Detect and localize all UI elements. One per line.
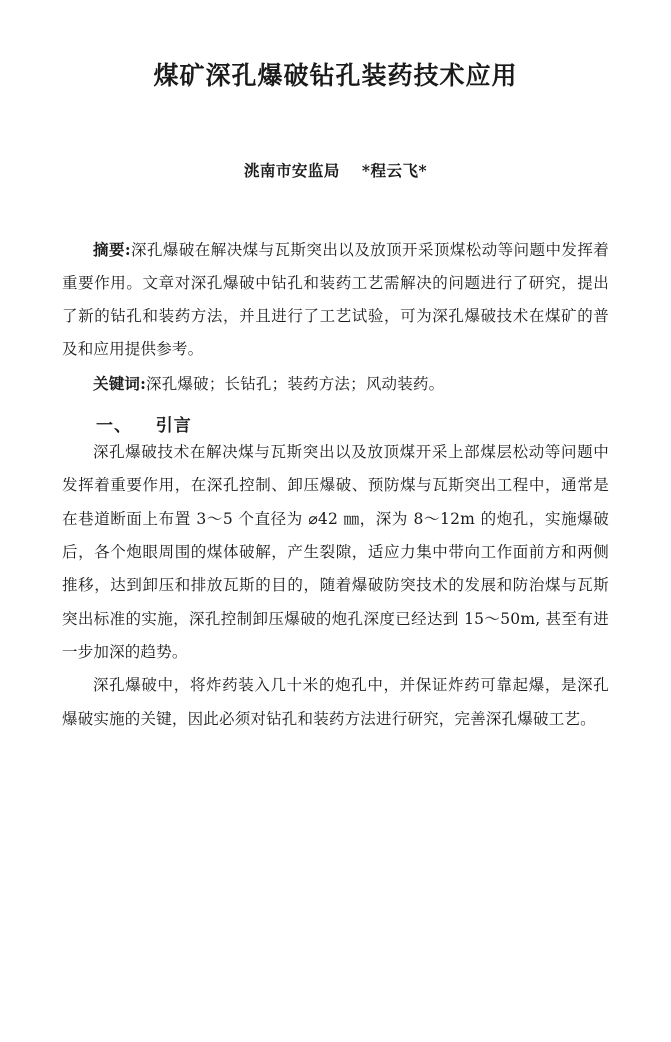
section-heading	[62, 411, 609, 436]
byline-author: *程云飞*	[361, 160, 428, 180]
abstract-paragraph	[62, 233, 609, 367]
abstract-text: 深孔爆破在解决煤与瓦斯突出以及放顶开采顶煤松动等问题中发挥着重要作用。文章对深孔爆破中钻孔和装药工艺需解决的问题进行了研究，提出了新的钻孔和装药方法，并且进行了工艺试验，可为深孔爆破技术在煤矿的普及和应用提供参考。	[62, 240, 609, 359]
section-number: 一、	[96, 416, 132, 437]
page-title: 煤矿深孔爆破钻孔装药技术应用	[153, 61, 518, 90]
keywords-paragraph	[62, 367, 609, 401]
section-title: 引言	[155, 416, 192, 437]
keywords-label: 关键词:	[93, 373, 147, 393]
body-paragraph-2: 深孔爆破中，将炸药装入几十米的炮孔中，并保证炸药可靠起爆，是深孔爆破实施的关键，因此必须对钻孔和装药方法进行研究，完善深孔爆破工艺。	[62, 676, 609, 728]
keywords-text: 深孔爆破；长钻孔；装药方法；风动装药。	[146, 374, 445, 393]
body-paragraph-1: 深孔爆破技术在解决煤与瓦斯突出以及放顶煤开采上部煤层松动等问题中发挥着重要作用，在深孔控制、卸压爆破、预防煤与瓦斯突出工程中，通常是在巷道断面上布置 3～5 个直径为 ⌀42 ㎜，深为 8～12m 的炮孔，实施爆破后，各个炮眼周围的煤体破解，产生裂隙，适应力集中带向工作面前方和两侧推移，达到卸压和排放瓦斯的目的，随着爆破防突技术的发展和防治煤与瓦斯突出标准的实施，深孔控制卸压爆破的炮孔深度已经达到 15～50m, 甚至有进一步加深的趋势。	[62, 443, 609, 661]
byline-affiliation: 洮南市安监局	[243, 160, 340, 180]
byline	[62, 159, 609, 181]
abstract-block	[62, 233, 609, 367]
abstract-label: 摘要:	[93, 239, 131, 259]
